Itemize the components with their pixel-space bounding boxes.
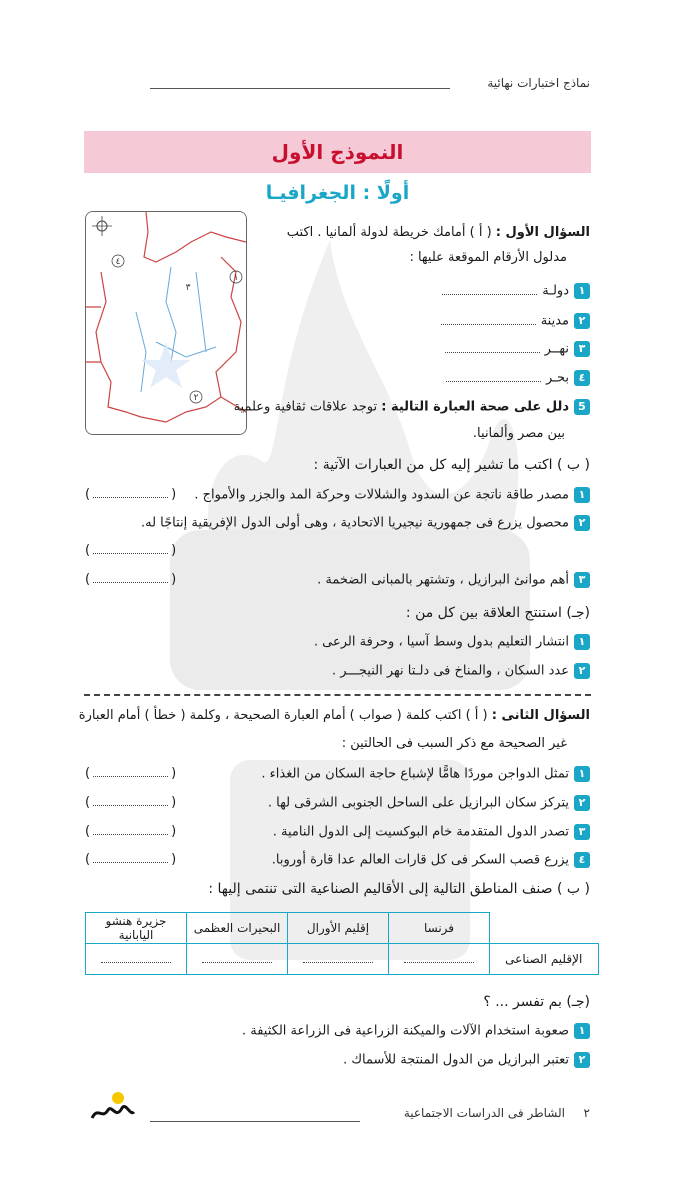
item-number: ٤ bbox=[574, 370, 590, 386]
germany-map bbox=[85, 211, 247, 435]
item-number: ٣ bbox=[574, 341, 590, 357]
item-text: يزرع قصب السكر فى كل قارات العالم عدا قارة أوروبا. bbox=[271, 852, 569, 868]
q1-item-5-cont: بين مصر وألمانيا. bbox=[472, 426, 565, 441]
answer-blank[interactable] bbox=[441, 314, 536, 325]
item-text: يتركز سكان البرازيل على الساحل الجنوبى الشرقى لها . bbox=[267, 795, 569, 811]
item-number: ٤ bbox=[574, 852, 590, 868]
item-number: ٢ bbox=[574, 313, 590, 329]
q1-item-5 bbox=[234, 399, 590, 415]
item-number: 5 bbox=[574, 399, 590, 415]
item-text: توجد علاقات ثقافية وعلمية bbox=[233, 399, 378, 415]
q2-intro-a: ( أ ) اكتب كلمة ( صواب ) أمام العبارة الصحيحة ، وكلمة ( خطأ ) أمام العبارة bbox=[78, 708, 488, 723]
q1-item-2 bbox=[441, 313, 590, 329]
q1-b-item-1 bbox=[194, 487, 590, 503]
q1-b-item-2 bbox=[141, 515, 590, 531]
q1-intro bbox=[287, 225, 590, 240]
q2-intro-2: غير الصحيحة مع ذكر السبب فى الحالتين : bbox=[341, 736, 567, 751]
item-text: دولـة bbox=[542, 283, 569, 299]
q1-b-title: ( ب ) اكتب ما تشير إليه كل من العبارات الآتية : bbox=[313, 457, 590, 473]
q1-item-3 bbox=[445, 341, 590, 357]
item-text: عدد السكان ، والمناخ فى دلـتا نهر النيجـــر . bbox=[332, 663, 569, 679]
table-row bbox=[86, 913, 599, 944]
answer-blank[interactable] bbox=[445, 342, 540, 353]
table-answer-cell[interactable] bbox=[86, 944, 187, 975]
footer-title: الشاطر فى الدراسات الاجتماعية bbox=[403, 1106, 565, 1120]
map-label-4: ٤ bbox=[115, 257, 121, 267]
table-answer-cell[interactable] bbox=[288, 944, 389, 975]
publisher-logo bbox=[88, 1090, 136, 1124]
item-number: ١ bbox=[574, 634, 590, 650]
item-text: صعوبة استخدام الآلات والميكنة الزراعية فى الزراعة الكثيفة . bbox=[242, 1023, 569, 1039]
item-text: انتشار التعليم بدول وسط آسيا ، وحرفة الرعى . bbox=[313, 634, 569, 650]
item-text: تصدر الدول المتقدمة خام البوكسيت إلى الدول النامية . bbox=[272, 824, 569, 840]
answer-slot[interactable]: ( ) bbox=[85, 766, 177, 781]
item-text: تعتبر البرازيل من الدول المنتجة للأسماك . bbox=[343, 1052, 569, 1068]
table-header-cell: جزيرة هنشو اليابانية bbox=[86, 913, 187, 944]
industrial-regions-table bbox=[85, 912, 599, 975]
item-text: محصول يزرع فى جمهورية نيجيريا الاتحادية ، وهى أولى الدول الإفريقية إنتاجًا له. bbox=[140, 515, 569, 531]
answer-blank[interactable] bbox=[446, 371, 541, 382]
answer-slot[interactable]: ( ) bbox=[85, 572, 177, 587]
q2-item-1 bbox=[261, 766, 590, 782]
model-banner bbox=[84, 131, 591, 173]
table-row-label: الإقليم الصناعى bbox=[490, 944, 599, 975]
item-number: ١ bbox=[574, 283, 590, 299]
item-number: ١ bbox=[574, 487, 590, 503]
footer-rule bbox=[150, 1121, 360, 1122]
answer-slot[interactable]: ( ) bbox=[85, 795, 177, 810]
table-header-cell: إقليم الأورال bbox=[288, 913, 389, 944]
item-text: بحـر bbox=[546, 370, 569, 386]
q1-c-item-1 bbox=[314, 634, 590, 650]
q2-item-4 bbox=[272, 852, 590, 868]
map-label-2: ٢ bbox=[193, 393, 199, 403]
section-title: أولًا : الجغرافيـا bbox=[265, 182, 410, 204]
model-title: النموذج الأول bbox=[271, 140, 404, 164]
table-row bbox=[86, 944, 599, 975]
table-answer-cell[interactable] bbox=[187, 944, 288, 975]
answer-slot[interactable]: ( ) bbox=[85, 824, 177, 839]
q2-c-item-1 bbox=[242, 1023, 590, 1039]
q2-b-title: ( ب ) صنف المناطق التالية إلى الأقاليم الصناعية التى تنتمى إليها : bbox=[208, 881, 590, 897]
item-text: أهم موانئ البرازيل ، وتشتهر بالمبانى الضخمة . bbox=[317, 572, 569, 588]
item-number: ٢ bbox=[574, 515, 590, 531]
item-number: ٢ bbox=[574, 663, 590, 679]
q2-item-2 bbox=[268, 795, 590, 811]
answer-blank[interactable] bbox=[442, 284, 537, 295]
table-header-cell: البحيرات العظمى bbox=[187, 913, 288, 944]
q2-item-3 bbox=[273, 824, 590, 840]
q1-intro-a: ( أ ) أمامك خريطة لدولة ألمانيا . اكتب bbox=[286, 225, 492, 240]
item-text: نهــر bbox=[544, 341, 569, 357]
q1-intro-2: مدلول الأرقام الموقعة عليها : bbox=[409, 250, 567, 265]
q1-b-item-3 bbox=[317, 572, 590, 588]
header-title: نماذج اختبارات نهائية bbox=[487, 76, 590, 90]
item-number: ١ bbox=[574, 1023, 590, 1039]
item-number: ٢ bbox=[574, 1052, 590, 1068]
q2-c-item-2 bbox=[343, 1052, 590, 1068]
q1-c-title: (جـ) استنتج العلاقة بين كل من : bbox=[405, 605, 590, 621]
table-answer-cell[interactable] bbox=[389, 944, 490, 975]
item-number: ٣ bbox=[574, 824, 590, 840]
header-rule bbox=[150, 88, 450, 89]
map-label-3: ٣ bbox=[185, 283, 191, 293]
answer-slot[interactable]: ( ) bbox=[85, 852, 177, 867]
q1-c-item-2 bbox=[332, 663, 590, 679]
table-corner bbox=[490, 913, 599, 944]
q2-intro bbox=[79, 708, 590, 723]
q1-item-1 bbox=[442, 283, 590, 299]
item-number: ٢ bbox=[574, 795, 590, 811]
answer-slot[interactable]: ( ) bbox=[85, 487, 177, 502]
item-text: تمثل الدواجن موردًا هامًّا لإشباع حاجة السكان من الغذاء . bbox=[261, 766, 569, 782]
page-number: ٢ bbox=[583, 1106, 590, 1120]
item-text: مدينة bbox=[540, 313, 569, 329]
item-number: ١ bbox=[574, 766, 590, 782]
q1-label: السؤال الأول : bbox=[495, 225, 590, 240]
answer-slot[interactable]: ( ) bbox=[85, 543, 177, 558]
q1-item-4 bbox=[446, 370, 590, 386]
item-text: مصدر طاقة ناتجة عن السدود والشلالات وحركة المد والجزر والأمواج . bbox=[194, 487, 569, 503]
q2-label: السؤال الثانى : bbox=[491, 708, 590, 723]
map-label-1: ١ bbox=[233, 273, 239, 283]
section-divider bbox=[84, 694, 591, 696]
table-header-cell: فرنسا bbox=[389, 913, 490, 944]
germany-map-drawing bbox=[86, 212, 246, 434]
q2-c-title: (جـ) بم تفسر ... ؟ bbox=[483, 994, 590, 1010]
item-text-bold: دلل على صحة العبارة التالية : bbox=[381, 399, 569, 415]
item-number: ٣ bbox=[574, 572, 590, 588]
